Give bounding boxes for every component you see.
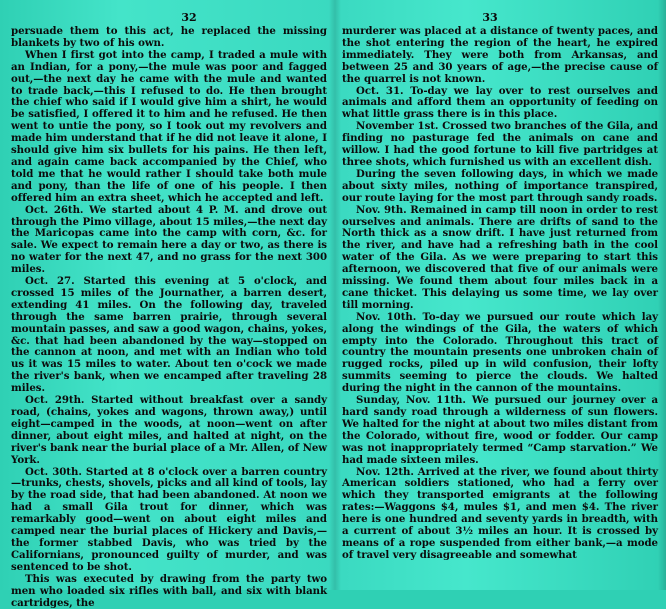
left-paragraph-3: Oct. 26th. We started about 4 P. M. and drove out through the Pimo village, about 15 miles,—the next day the Maricopas came into the camp with corn, &c. for sale. We expect to remain here a day or two, as there is no water for the next 47, and no grass for the next 300 miles.	[11, 203, 327, 276]
right-paragraph-4: During the seven following days, in which we made about sixty miles, nothing of importance transpired, our route laying for the most part through sandy roads.	[342, 167, 658, 204]
left-paragraph-1: persuade them to this act, he replaced the missing blankets by two of his own.	[11, 25, 327, 49]
book-gutter	[329, 0, 341, 590]
left-page	[11, 11, 327, 609]
right-paragraph-1: murderer was placed at a distance of twenty paces, and the shot entering the region of the heart, he expired immediately. They were both from Arkansas, and between 25 and 30 years of age,—the precise cause of the quarrel is not known.	[342, 25, 658, 85]
page-edge-shadow	[658, 0, 666, 590]
left-paragraph-6: Oct. 30th. Started at 8 o'clock over a barren country—trunks, chests, shovels, picks and all kind of tools, lay by the road side, that had been abandoned. At noon we had a small Gila trout for dinner, which was remarkably good—went on about eight miles and camped near the burial places of Hickery and Davis,—the former stabbed Davis, who was tried by the Californians, pronounced guilty of murder, and was sentenced to be shot.	[11, 465, 327, 573]
right-paragraph-3: November 1st. Crossed two branches of the Gila, and finding no pasturage fed the animals on cane and willow. I had the good fortune to kill five partridges at three shots, which furnished us with an excellent dish.	[342, 120, 658, 168]
right-page-number: 33	[482, 11, 498, 24]
right-paragraph-8: Nov. 12th. Arrived at the river, we found about thirty American soldiers stationed, who had a ferry over which they transported emigrants at the following rates:—Waggons $4, mules $1, and men $4. The river here is one hundred and seventy yards in breadth, with a current of about 3½ miles an hour. It is crossed by means of a rope suspended from either bank,—a mode of travel very disagreeable and somewhat	[342, 465, 658, 561]
right-page	[342, 12, 658, 590]
left-paragraph-7: This was executed by drawing from the party two men who loaded six rifles with ball, and six with blank cartridges, the	[11, 572, 327, 609]
right-paragraph-7: Sunday, Nov. 11th. We pursued our journey over a hard sandy road through a wilderness of sun flowers. We halted for the night at about two miles distant from the Colorado, without fire, wood or fodder. Our camp was not inappropriately termed “Camp starvation.” We had made sixteen miles.	[342, 394, 658, 466]
left-page-number: 32	[181, 11, 197, 24]
left-paragraph-4: Oct. 27. Started this evening at 5 o'clock, and crossed 15 miles of the Journather, a barren desert, extending 41 miles. On the following day, traveled through the same barren prairie, through several mountain passes, and saw a good wagon, chains, yokes, &c. that had been abandoned by the way—stopped on the cannon at noon, and met with an Indian who told us it was 15 miles to water. About ten o'cock we made the river's bank, when we encamped after traveling 28 miles.	[11, 275, 327, 395]
left-paragraph-2: When I first got into the camp, I traded a mule with an Indian, for a pony,—the mule was poor and fagged out,—the next day he came with the mule and wanted to trade back,—this I refused to do. He then brought the chief who said if I would give him a shirt, he would be satisfied, I offered it to him and he refused. He then went to untie the pony, so I took out my revolvers and made him understand that if he did not leave it alone, I should give him six bullets for his pains. He then left, and again came back accompanied by the Chief, who told me that he would rather I should take both mule and pony, than the life of one of his people. I then offered him an extra sheet, which he accepted and left.	[11, 48, 327, 204]
right-paragraph-5: Nov. 9th. Remained in camp till noon in order to rest ourselves and animals. There are drifts of sand to the North thick as a snow drift. I have just returned from the river, and have had a refreshing bath in the cool water of the Gila. As we were preparing to start this afternoon, we discovered that five of our animals were missing. We found them about four miles back in a cane thicket. This delaying us some time, we lay over till morning.	[342, 203, 658, 311]
right-paragraph-2: Oct. 31. To-day we lay over to rest ourselves and animals and afford them an opportunity of feeding on what little grass there is in this place.	[342, 84, 658, 121]
right-paragraph-6: Nov. 10th. To-day we pursued our route which lay along the windings of the Gila, the waters of which empty into the Colorado. Throughout this tract of country the mountain presents one unbroken chain of rugged rocks, piled up in wild confusion, their lofty summits seeming to pierce the clouds. We halted during the night in the cannon of the mountains.	[342, 310, 658, 395]
left-paragraph-5: Oct. 29th. Started without breakfast over a sandy road, (chains, yokes and wagons, thrown away,) until eight—camped in the woods, at noon—went on after dinner, about eight miles, and halted at night, on the river's bank near the burial place of a Mr. Allen, of New York.	[11, 394, 327, 466]
